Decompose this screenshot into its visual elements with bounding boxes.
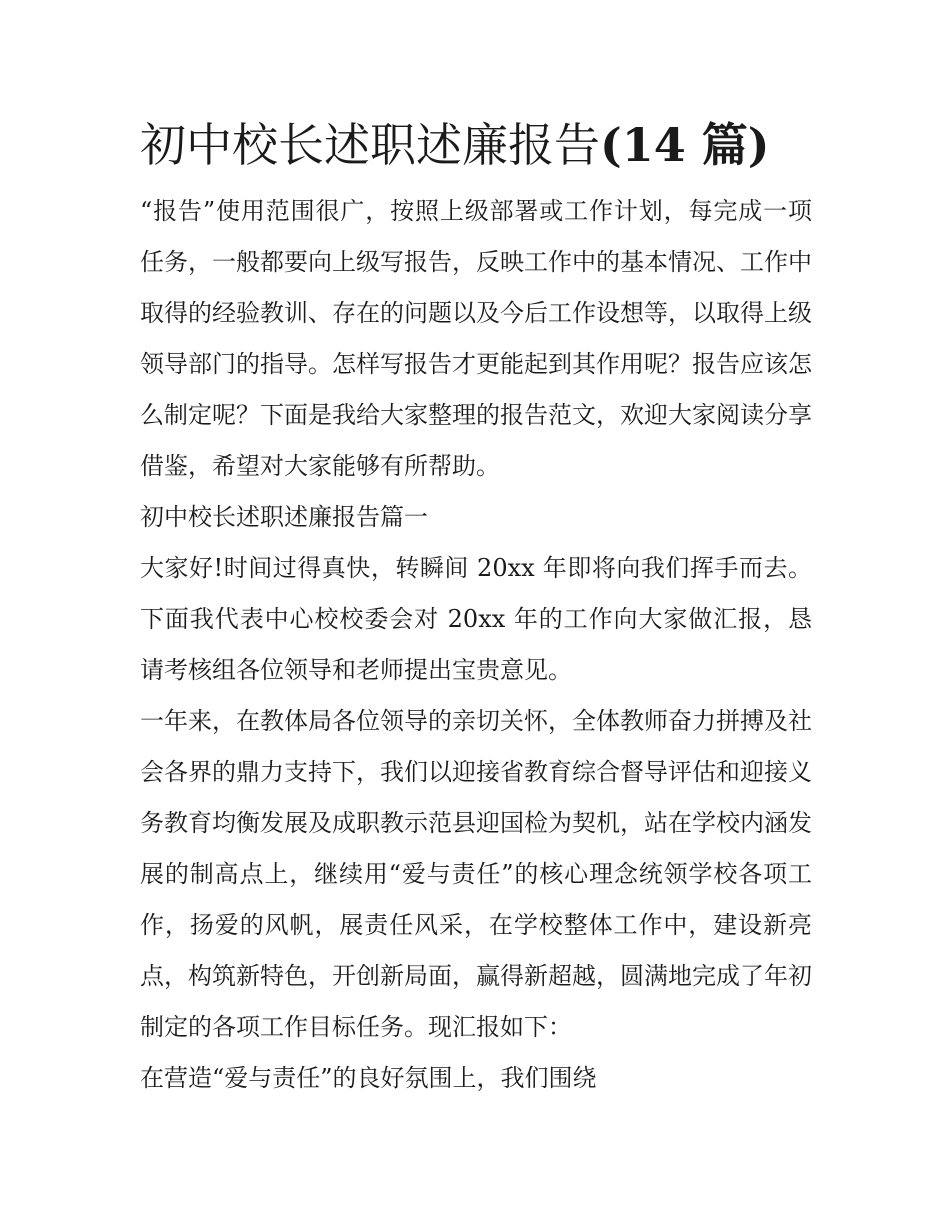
body-paragraph: 在营造“爱与责任”的良好氛围上，我们围绕 bbox=[140, 1064, 597, 1092]
section-heading: 初中校长述职述廉报告篇一 bbox=[140, 503, 428, 531]
body-paragraph: 一年来，在教体局各位领导的亲切关怀，全体教师奋力拼搏及社会各界的鼎力支持下，我们以迎接省教育综合督导评估和迎接义务教育均衡发展及成职教示范县迎国检为契机，站在学校内涵发展的制高点上，继续用“爱与责任”的核心理念统领学校各项工作，扬爱的风帆，展责任风采，在学校整体工作中，建设新亮点，构筑新特色，开创新局面，赢得新超越，圆满地完成了年初制定的各项工作目标任务。现汇报如下： bbox=[140, 707, 812, 1041]
intro-paragraph: “报告”使用范围很广，按照上级部署或工作计划，每完成一项任务，一般都要向上级写报告，反映工作中的基本情况、工作中取得的经验教训、存在的问题以及今后工作设想等，以取得上级领导部门的指导。怎样写报告才更能起到其作用呢？报告应该怎么制定呢？下面是我给大家整理的报告范文，欢迎大家阅读分享借鉴，希望对大家能够有所帮助。 bbox=[140, 197, 812, 480]
body-paragraph: 大家好!时间过得真快，转瞬间 20xx 年即将向我们挥手而去。下面我代表中心校校委会对 20xx 年的工作向大家做汇报，恳请考核组各位领导和老师提出宝贵意见。 bbox=[140, 554, 812, 684]
title-suffix: (14 篇) bbox=[600, 118, 770, 172]
document-title bbox=[140, 112, 812, 178]
title-main: 初中校长述职述廉报告 bbox=[140, 118, 600, 172]
document-page bbox=[140, 112, 812, 1104]
